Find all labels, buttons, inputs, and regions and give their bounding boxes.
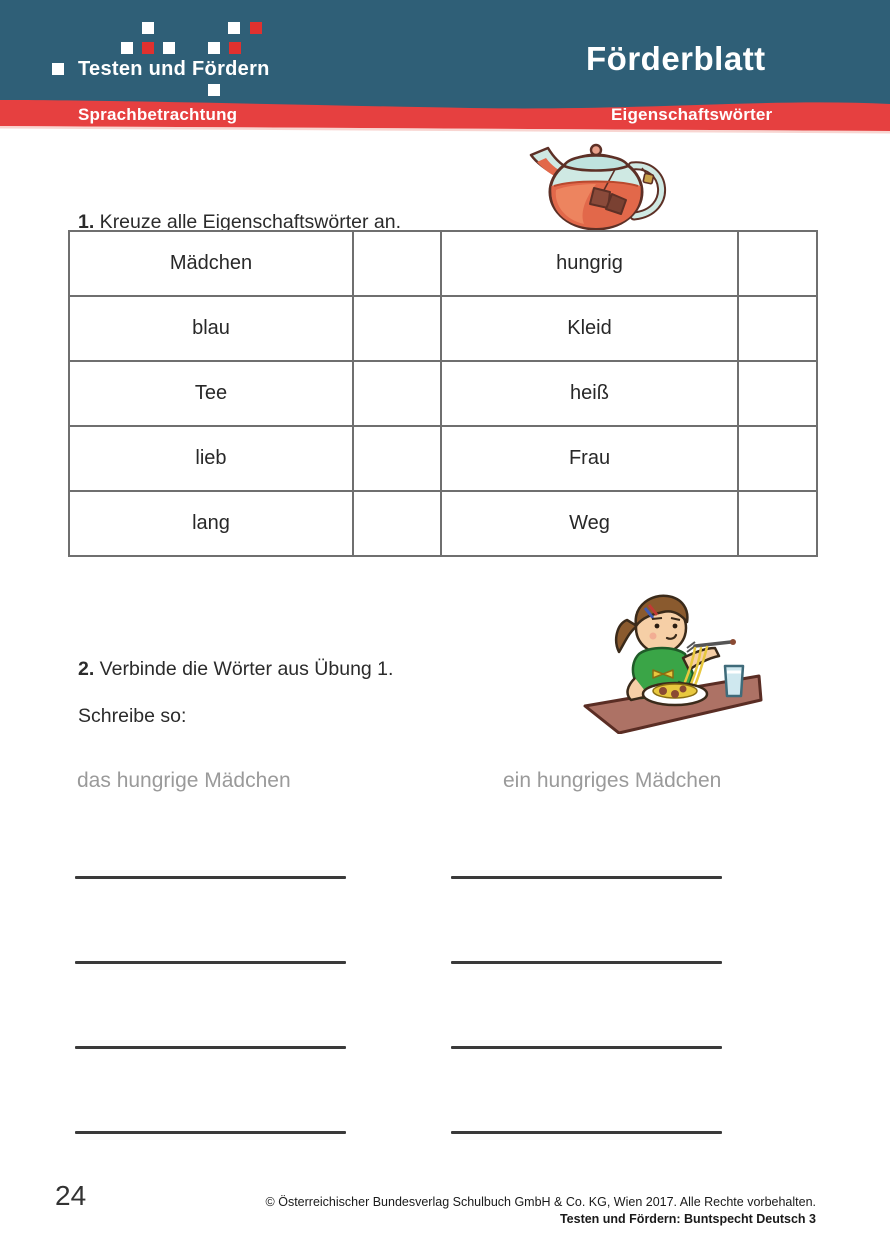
example-answer-left: das hungrige Mädchen (77, 769, 291, 792)
answer-checkbox-cell[interactable] (738, 361, 817, 426)
girl-eating-illustration (583, 582, 765, 734)
word-cell: heiß (441, 361, 738, 426)
logo-square (121, 42, 133, 54)
table-row (69, 361, 817, 426)
word-cell: hungrig (441, 231, 738, 296)
exercise1-number: 1. (78, 210, 95, 233)
writing-line[interactable] (75, 1046, 346, 1049)
banner-topic: Eigenschaftswörter (611, 105, 773, 124)
exercise2-subinstruction: Schreibe so: (78, 704, 187, 727)
logo-square (228, 22, 240, 34)
teapot-illustration (524, 140, 676, 232)
answer-checkbox-cell[interactable] (738, 491, 817, 556)
answer-checkbox-cell[interactable] (353, 426, 441, 491)
answer-checkbox-cell[interactable] (353, 491, 441, 556)
copyright-line: © Österreichischer Bundesverlag Schulbuch GmbH & Co. KG, Wien 2017. Alle Rechte vorbehalten. (265, 1195, 816, 1209)
writing-line[interactable] (75, 961, 346, 964)
table-row (69, 231, 817, 296)
writing-line[interactable] (75, 876, 346, 879)
exercise2-instruction (78, 658, 393, 681)
logo-square (229, 42, 241, 54)
word-cell: blau (69, 296, 353, 361)
word-cell: Mädchen (69, 231, 353, 296)
answer-checkbox-cell[interactable] (353, 231, 441, 296)
word-table (68, 230, 818, 557)
footer-imprint (176, 1194, 816, 1228)
word-cell: Kleid (441, 296, 738, 361)
exercise2-text: Verbinde die Wörter aus Übung 1. (94, 657, 394, 680)
logo-square (52, 63, 64, 75)
page-number: 24 (55, 1180, 87, 1211)
logo-square (142, 42, 154, 54)
example-answer-right: ein hungriges Mädchen (503, 769, 722, 792)
page-title: Förderblatt (586, 40, 766, 77)
word-cell: Tee (69, 361, 353, 426)
writing-line[interactable] (451, 1131, 722, 1134)
word-cell: Weg (441, 491, 738, 556)
word-cell: Frau (441, 426, 738, 491)
logo-square (142, 22, 154, 34)
writing-line[interactable] (451, 961, 722, 964)
logo-square (208, 84, 220, 96)
logo-text: Testen und Fördern (78, 58, 270, 80)
writing-line[interactable] (451, 876, 722, 879)
word-cell: lang (69, 491, 353, 556)
banner-category: Sprachbetrachtung (78, 105, 238, 124)
logo-square (250, 22, 262, 34)
page-header (0, 0, 890, 134)
writing-line[interactable] (75, 1131, 346, 1134)
answer-checkbox-cell[interactable] (353, 296, 441, 361)
edition-line: Testen und Fördern: Buntspecht Deutsch 3 (559, 1212, 816, 1226)
table-row (69, 296, 817, 361)
word-cell: lieb (69, 426, 353, 491)
writing-line[interactable] (451, 1046, 722, 1049)
answer-checkbox-cell[interactable] (353, 361, 441, 426)
exercise1-text: Kreuze alle Eigenschaftswörter an. (94, 210, 402, 233)
table-row (69, 491, 817, 556)
table-row (69, 426, 817, 491)
logo-square (208, 42, 220, 54)
exercise2-number: 2. (78, 657, 95, 680)
answer-checkbox-cell[interactable] (738, 426, 817, 491)
answer-checkbox-cell[interactable] (738, 231, 817, 296)
answer-checkbox-cell[interactable] (738, 296, 817, 361)
logo-square (163, 42, 175, 54)
